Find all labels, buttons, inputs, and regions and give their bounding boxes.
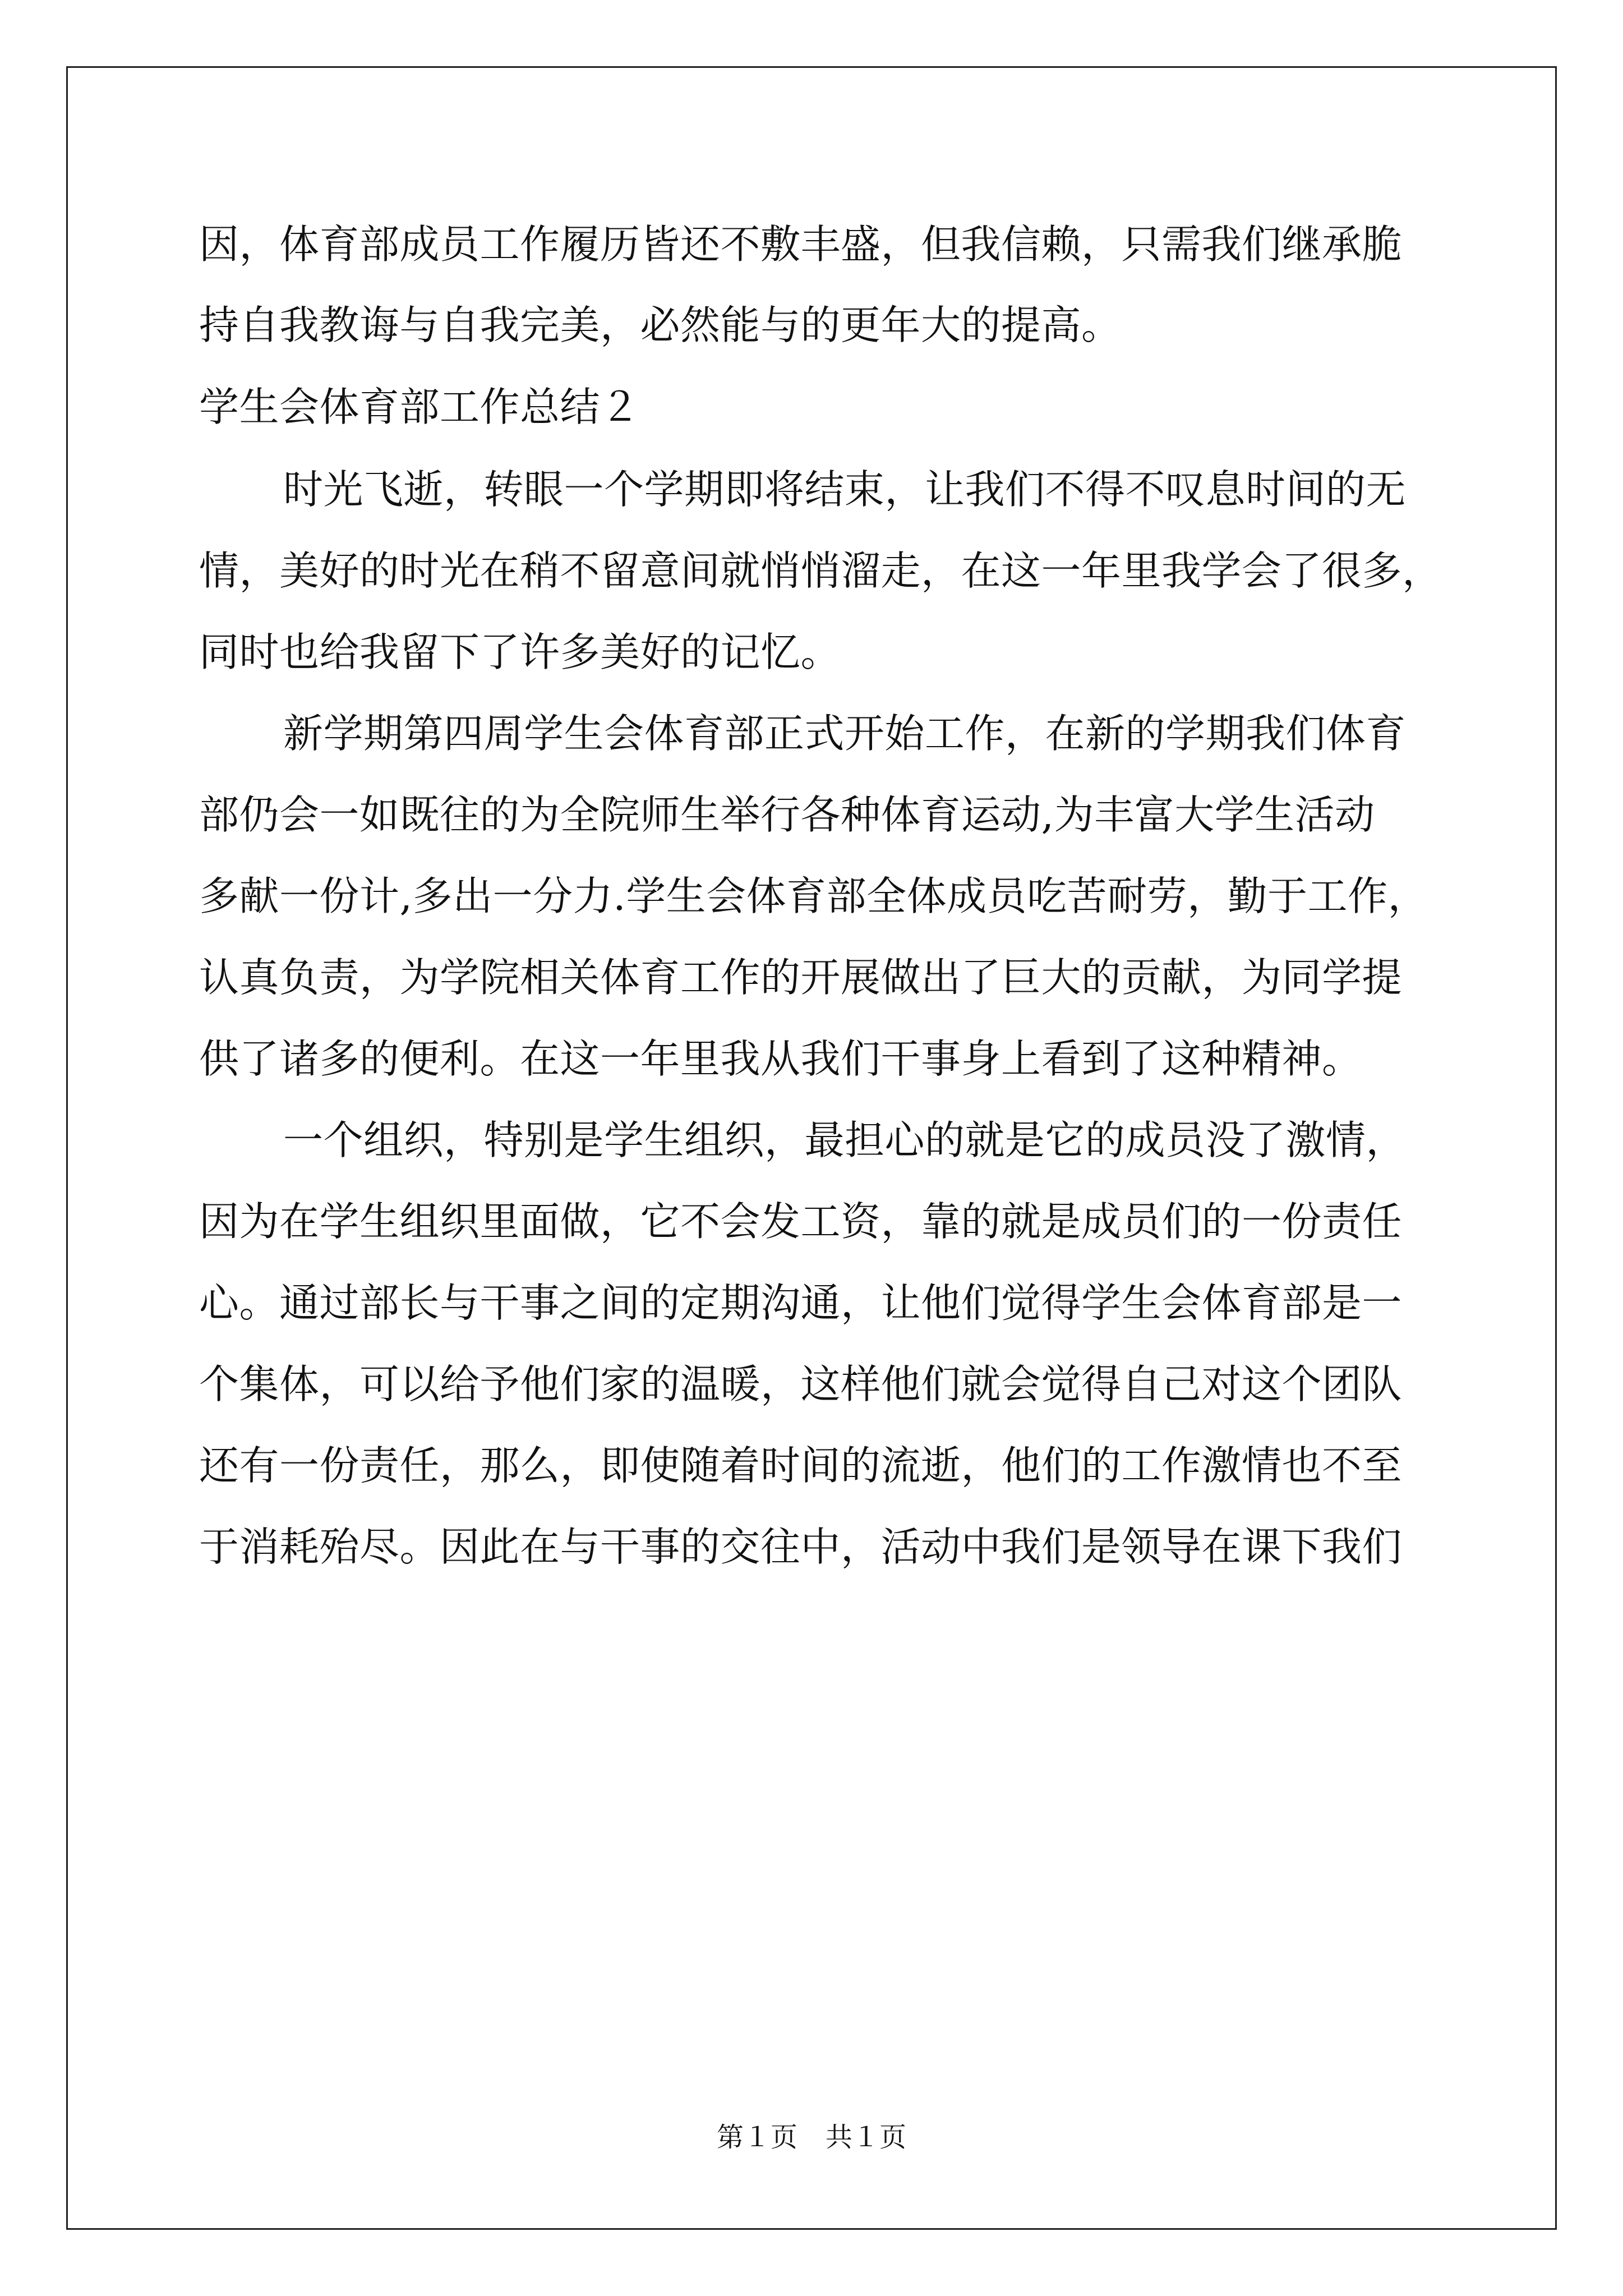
text-line: 同时也给我留下了许多美好的记忆。	[199, 629, 841, 675]
page-number-total: 共１页	[826, 2122, 907, 2153]
text-line: 情，美好的时光在稍不留意间就悄悄溜走，在这一年里我学会了很多，	[199, 547, 1442, 594]
page-number-current: 第１页	[716, 2122, 797, 2153]
text-line: 一个组织，特别是学生组织，最担心的就是它的成员没了激情，	[283, 1117, 1407, 1163]
text-line: 因，体育部成员工作履历皆还不敷丰盛，但我信赖，只需我们继承脆	[199, 221, 1403, 268]
text-line: 多献一份计,多出一分力.学生会体育部全体成员吃苦耐劳，勤于工作，	[199, 873, 1428, 919]
text-line: 于消耗殆尽。因此在与干事的交往中，活动中我们是领导在课下我们	[199, 1524, 1403, 1570]
text-line: 部仍会一如既往的为全院师生举行各种体育运动,为丰富大学生活动	[199, 792, 1375, 838]
section-heading: 学生会体育部工作总结２	[199, 384, 640, 430]
text-line: 心。通过部长与干事之间的定期沟通，让他们觉得学生会体育部是一	[199, 1280, 1403, 1326]
text-line: 因为在学生组织里面做，它不会发工资，靠的就是成员们的一份责任	[199, 1198, 1403, 1245]
text-line: 供了诸多的便利。在这一年里我从我们干事身上看到了这种精神。	[199, 1036, 1362, 1082]
text-line: 新学期第四周学生会体育部正式开始工作，在新的学期我们体育	[283, 710, 1407, 757]
text-line: 持自我教诲与自我完美，必然能与的更年大的提高。	[199, 302, 1122, 348]
text-line: 个集体，可以给予他们家的温暖，这样他们就会觉得自己对这个团队	[199, 1361, 1403, 1407]
text-line: 还有一份责任，那么，即使随着时间的流逝，他们的工作激情也不至	[199, 1442, 1403, 1489]
text-line: 认真负责，为学院相关体育工作的开展做出了巨大的贡献，为同学提	[199, 954, 1403, 1001]
page-footer	[0, 2120, 1623, 2154]
text-line: 时光飞逝，转眼一个学期即将结束，让我们不得不叹息时间的无	[283, 466, 1407, 513]
